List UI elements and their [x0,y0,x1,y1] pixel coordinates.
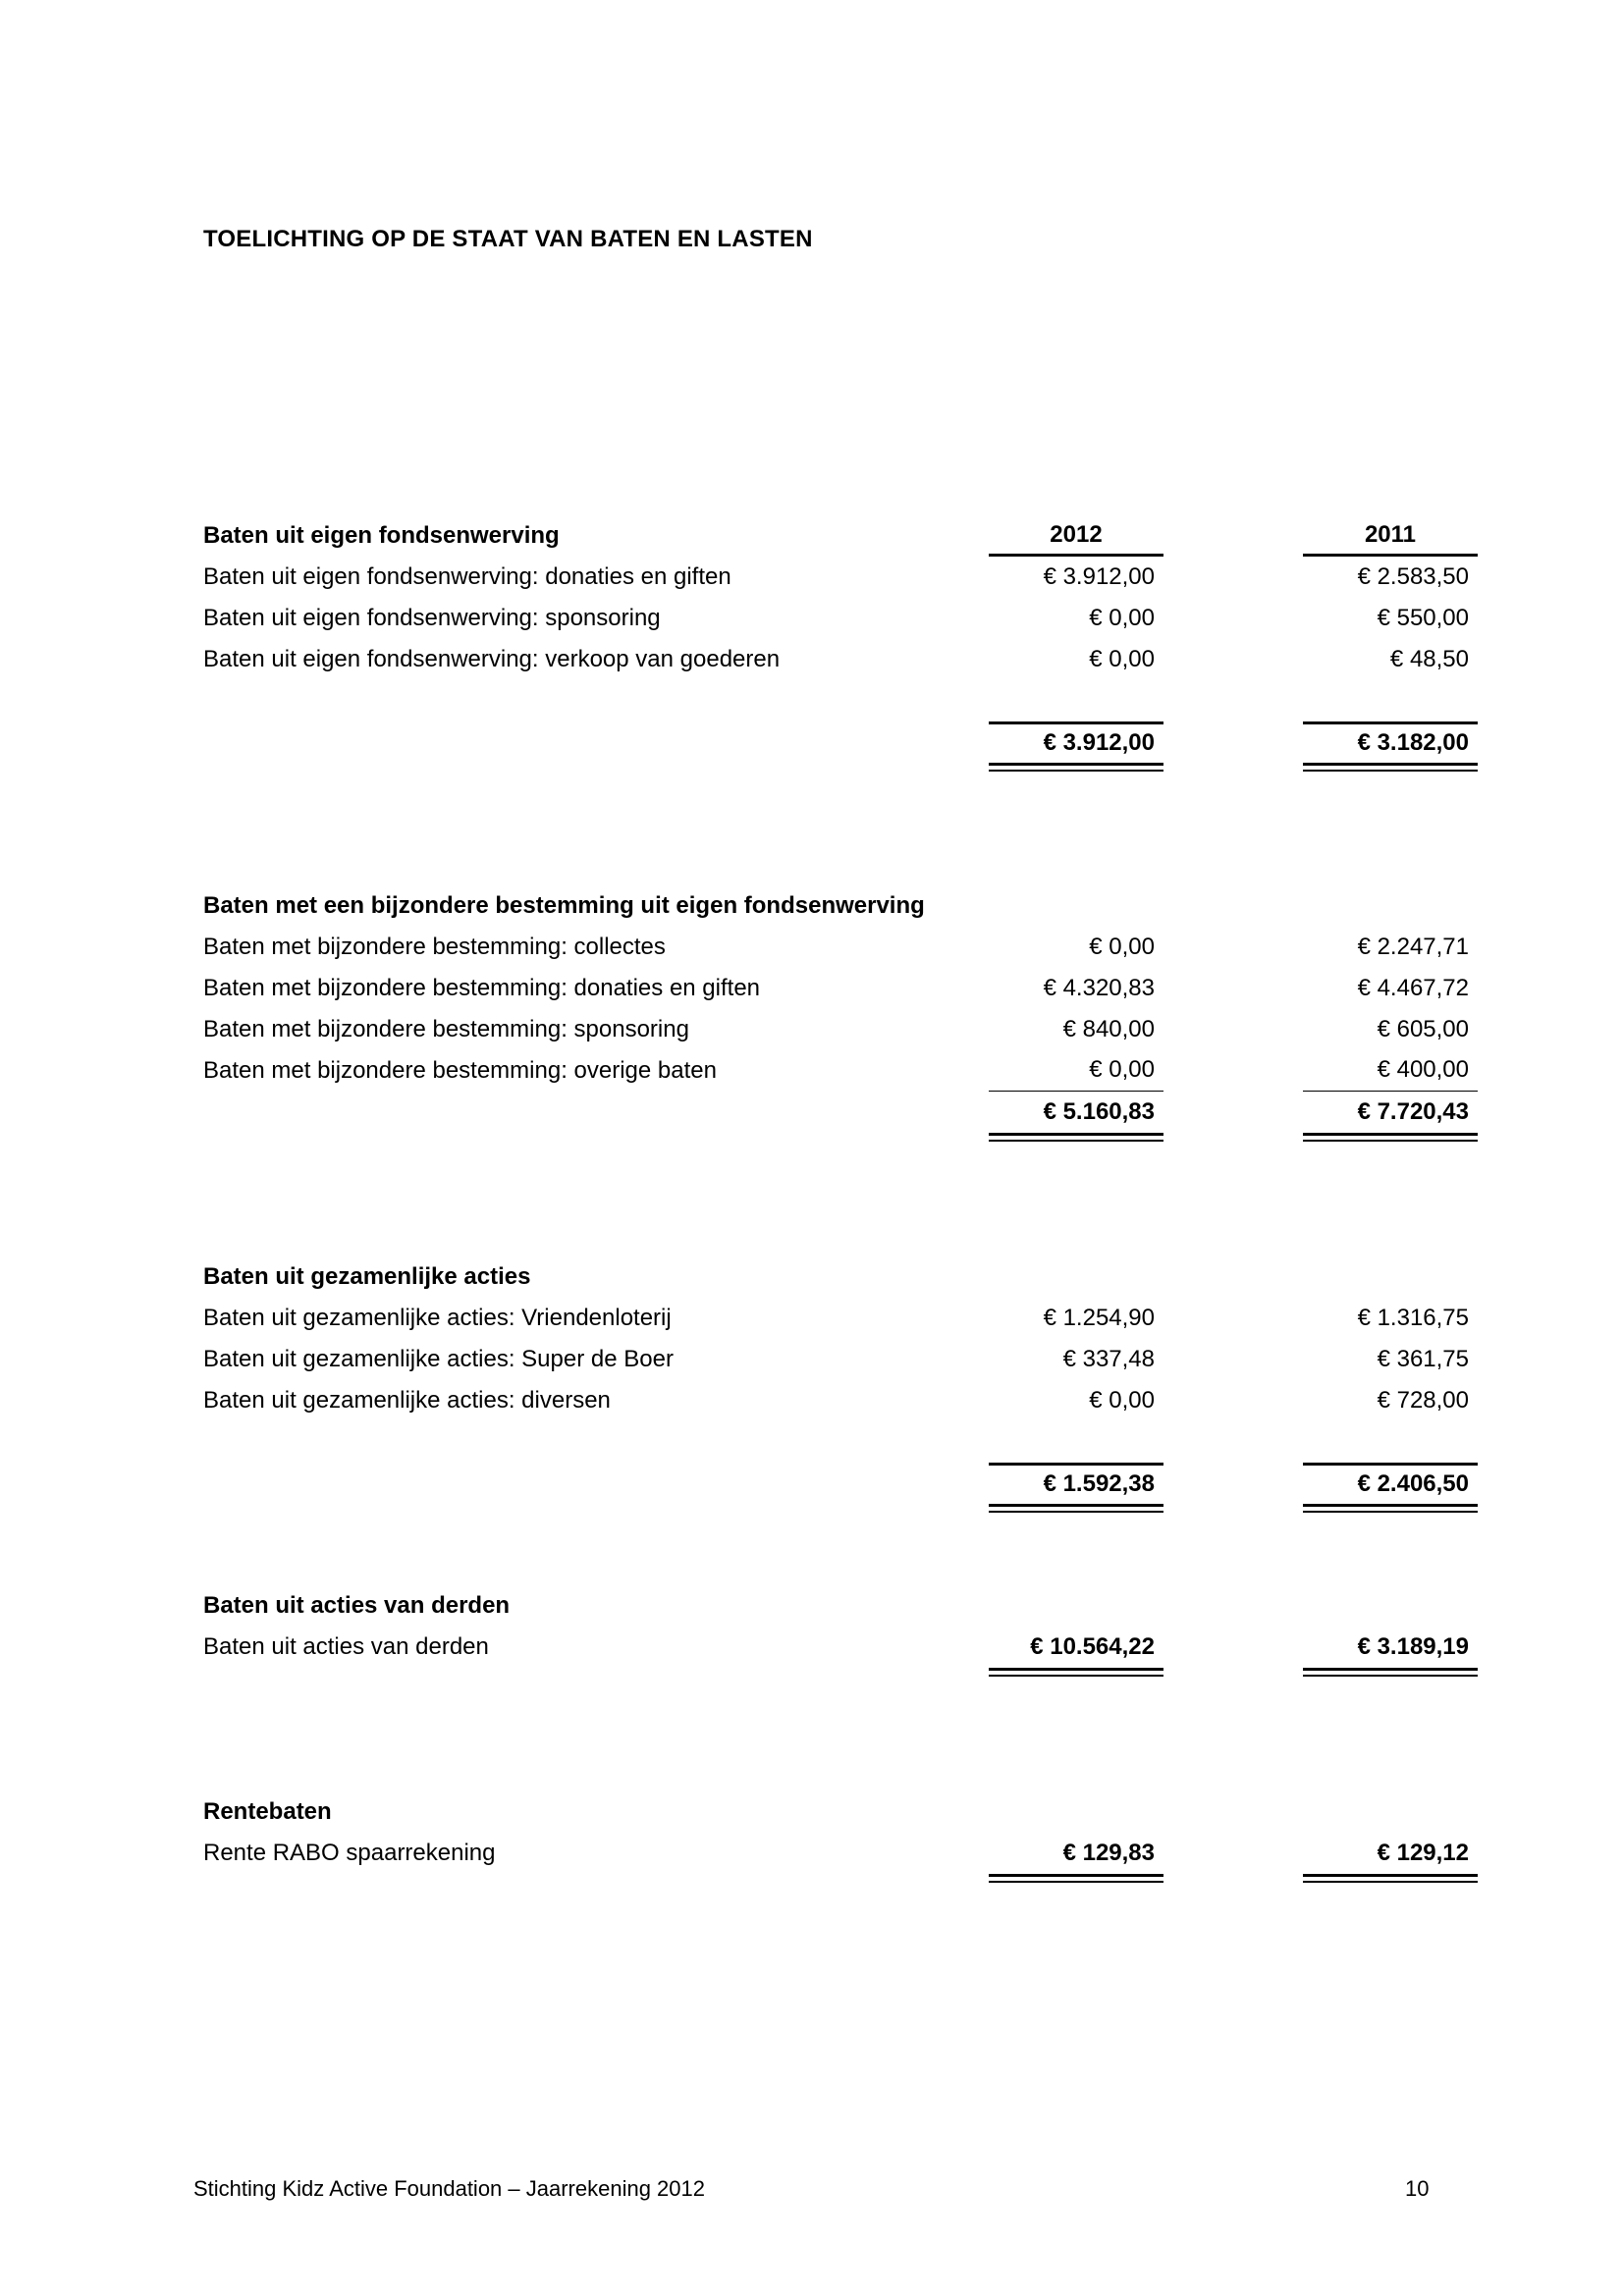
table-row [203,1009,1480,1050]
table-row [203,1833,1480,1874]
double-underline-row [203,1874,1480,1886]
section-eigen-fondsenwerving [203,515,1480,774]
row-label: Baten met bijzondere bestemming: collectes [203,934,666,960]
table-row [203,557,1480,598]
double-underline-row [203,1504,1480,1516]
section-header-row [203,1585,1480,1627]
spacer-row [203,680,1480,721]
value-2011: € 129,12 [1377,1840,1469,1866]
value-2012: € 4.320,83 [1043,975,1155,1001]
value-2012: € 0,00 [1089,646,1155,672]
section-gezamenlijke-acties [203,1256,1480,1516]
value-2011: € 550,00 [1377,605,1469,631]
value-2012: € 129,83 [1062,1840,1155,1866]
column-header-2012: 2012 [989,515,1163,557]
row-label: Baten uit gezamenlijke acties: Super de Boer [203,1346,674,1372]
value-2011: € 2.247,71 [1357,934,1469,960]
row-label: Baten met bijzondere bestemming: donaties en giften [203,975,761,1001]
double-underline [1303,1874,1478,1883]
value-2011: € 1.316,75 [1357,1305,1469,1331]
value-2011: € 4.467,72 [1357,975,1469,1001]
value-2011: € 361,75 [1377,1346,1469,1372]
value-2012: € 3.912,00 [1043,563,1155,590]
section-title: Baten uit acties van derden [203,1592,511,1619]
double-underline [989,763,1163,772]
total-2012: € 1.592,38 [989,1463,1163,1504]
table-row [203,1627,1480,1668]
value-2012: € 337,48 [1062,1346,1155,1372]
table-row [203,639,1480,680]
table-row [203,968,1480,1009]
row-label: Baten uit acties van derden [203,1633,489,1660]
table-row [203,1380,1480,1421]
section-header-row [203,1791,1480,1833]
section-header-row [203,1256,1480,1298]
value-2011: € 3.189,19 [1357,1633,1469,1660]
total-2012: € 5.160,83 [1043,1098,1155,1125]
section-title: Baten uit eigen fondsenwerving [203,522,560,549]
total-2011: € 2.406,50 [1303,1463,1478,1504]
value-2012: € 0,00 [1089,605,1155,631]
row-label: Rente RABO spaarrekening [203,1840,496,1866]
total-row [203,1463,1480,1504]
value-2012: € 0,00 [1089,934,1155,960]
row-label: Baten uit eigen fondsenwerving: donaties en giften [203,563,731,590]
section-title: Rentebaten [203,1798,332,1825]
table-row [203,1339,1480,1380]
total-2012: € 3.912,00 [989,721,1163,763]
row-label: Baten met bijzondere bestemming: sponsoring [203,1016,689,1042]
double-underline [1303,1133,1478,1142]
value-2012: € 840,00 [1062,1016,1155,1042]
section-rentebaten [203,1791,1480,1886]
value-2012: € 10.564,22 [1030,1633,1155,1660]
row-label: Baten uit eigen fondsenwerving: verkoop van goederen [203,646,781,672]
table-row [203,1050,1480,1092]
table-row [203,927,1480,968]
page-title: TOELICHTING OP DE STAAT VAN BATEN EN LASTEN [203,226,813,252]
total-row [203,1092,1480,1133]
section-title: Baten met een bijzondere bestemming uit eigen fondsenwerving [203,892,925,919]
row-label: Baten uit eigen fondsenwerving: sponsoring [203,605,661,631]
table-row [203,1298,1480,1339]
value-2012: € 0,00 [989,1050,1163,1092]
double-underline [989,1668,1163,1677]
double-underline-row [203,763,1480,774]
section-acties-derden [203,1585,1480,1680]
row-label: Baten uit gezamenlijke acties: Vriendenloterij [203,1305,672,1331]
column-header-2011: 2011 [1303,515,1478,557]
row-label: Baten uit gezamenlijke acties: diversen [203,1387,611,1414]
total-2011: € 3.182,00 [1303,721,1478,763]
section-title: Baten uit gezamenlijke acties [203,1263,531,1290]
value-2011: € 728,00 [1377,1387,1469,1414]
double-underline [1303,1504,1478,1513]
total-2011: € 7.720,43 [1357,1098,1469,1125]
table-row [203,598,1480,639]
double-underline-row [203,1668,1480,1680]
double-underline [989,1133,1163,1142]
double-underline [1303,1668,1478,1677]
value-2011: € 605,00 [1377,1016,1469,1042]
value-2012: € 1.254,90 [1043,1305,1155,1331]
section-header-row [203,885,1480,927]
value-2011: € 2.583,50 [1357,563,1469,590]
row-label: Baten met bijzondere bestemming: overige baten [203,1057,717,1084]
double-underline [989,1504,1163,1513]
double-underline [989,1874,1163,1883]
double-underline-row [203,1133,1480,1145]
value-2011: € 48,50 [1389,646,1469,672]
value-2011: € 400,00 [1303,1050,1478,1092]
total-row [203,721,1480,763]
spacer-row [203,1421,1480,1463]
value-2012: € 0,00 [1089,1387,1155,1414]
page-number: 10 [1405,2176,1430,2201]
section-bijzondere-bestemming [203,885,1480,1145]
footer-text: Stichting Kidz Active Foundation – Jaarrekening 2012 [193,2176,705,2201]
section-header-row [203,515,1480,557]
double-underline [1303,763,1478,772]
